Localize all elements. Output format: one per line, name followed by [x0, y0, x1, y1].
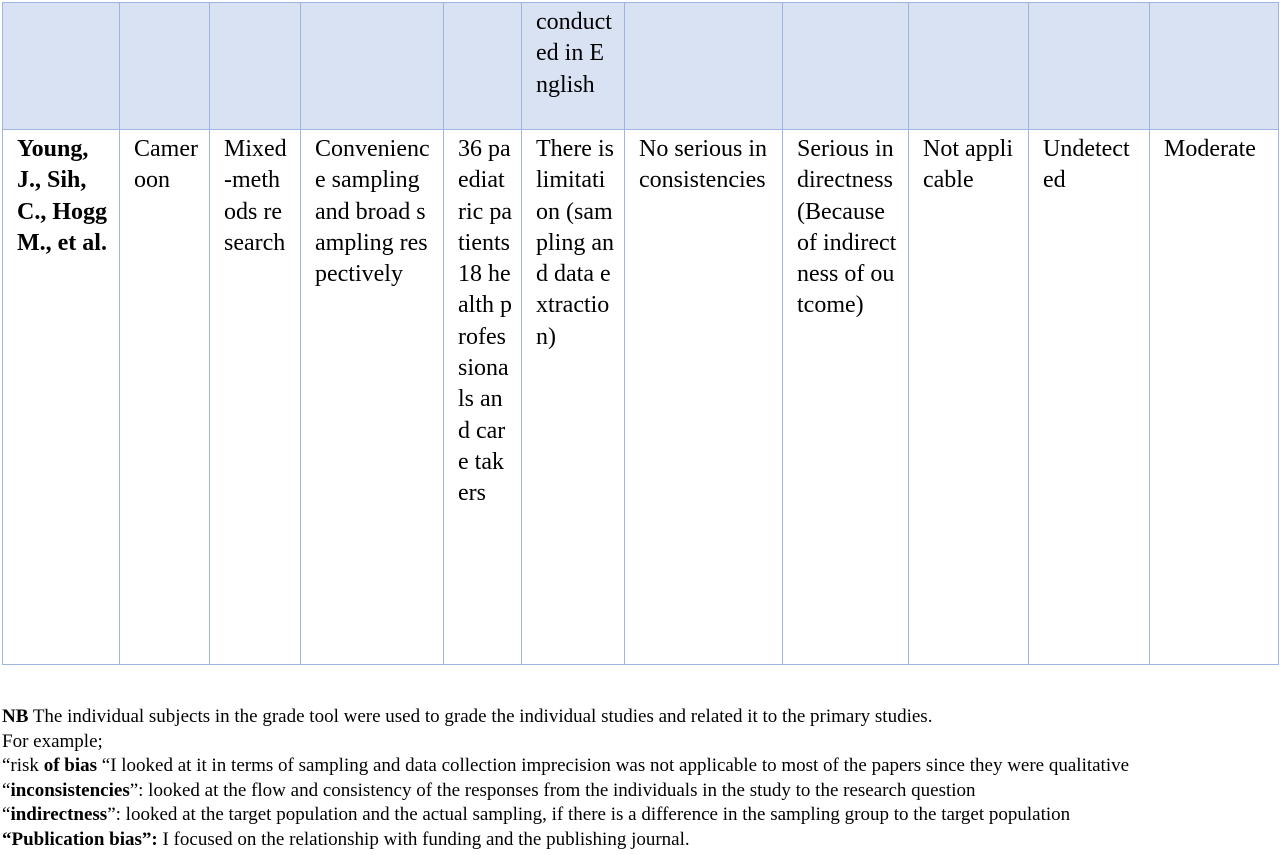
table-cell [210, 3, 301, 130]
table-cell [783, 3, 909, 130]
table-row-study [3, 130, 1279, 665]
table-cell [3, 3, 120, 130]
inconsistency-cell: No serious inconsistencies [625, 130, 783, 665]
publication-bias-term: “Publication bias”: [2, 828, 158, 850]
publication-bias-cell: Undetected [1029, 130, 1150, 665]
certainty-cell: Moderate [1150, 130, 1279, 665]
nb-label: NB [2, 706, 29, 727]
table-cell [1029, 3, 1150, 130]
indirectness-note: “indirectness”: looked at the target population and the actual sampling, if there is a difference in the sampling group to the target population [2, 804, 1071, 825]
table-cell [909, 3, 1029, 130]
setting-cell: Cameroon [120, 130, 210, 665]
inconsistencies-note: “inconsistencies”: looked at the flow and consistency of the responses from the individuals in the study to the research question [2, 779, 976, 801]
indirectness-cell: Serious indirectness (Because of indirectness of outcome) [783, 130, 909, 665]
table-cell [444, 3, 522, 130]
table-cell [1150, 3, 1279, 130]
risk-of-bias-note: “risk of bias “I looked at it in terms of sampling and data collection imprecision was not applicable to most of the papers since they were qualitative [2, 755, 1130, 776]
notes-section [2, 705, 1278, 852]
table-cell: conducted in English [522, 3, 625, 130]
nb-note [2, 705, 1278, 730]
risk-of-bias-cell: There is limitation (sampling and data extraction) [522, 130, 625, 665]
participants-cell: 36 paediatric patients 18 health professionals and care takers [444, 130, 522, 665]
risk-of-bias-term: of bias [43, 755, 98, 776]
grade-assessment-table [2, 2, 1279, 665]
table-cell [301, 3, 444, 130]
table-cell [625, 3, 783, 130]
study-citation-cell: Young, J., Sih, C., Hogg M., et al. [3, 130, 120, 665]
table-row-continuation [3, 3, 1279, 130]
sampling-cell: Convenience sampling and broad sampling respectively [301, 130, 444, 665]
study-design-cell: Mixed-methods research [210, 130, 301, 665]
example-intro: For example; [2, 730, 103, 752]
publication-bias-note: “Publication bias”: I focused on the relationship with funding and the publishing journal. [2, 828, 690, 850]
inconsistencies-term: inconsistencies [10, 779, 130, 801]
nb-text: The individual subjects in the grade tool were used to grade the individual studies and related it to the primary studies. [28, 706, 933, 727]
table-cell [120, 3, 210, 130]
imprecision-cell: Not applicable [909, 130, 1029, 665]
indirectness-term: indirectness [10, 804, 108, 825]
